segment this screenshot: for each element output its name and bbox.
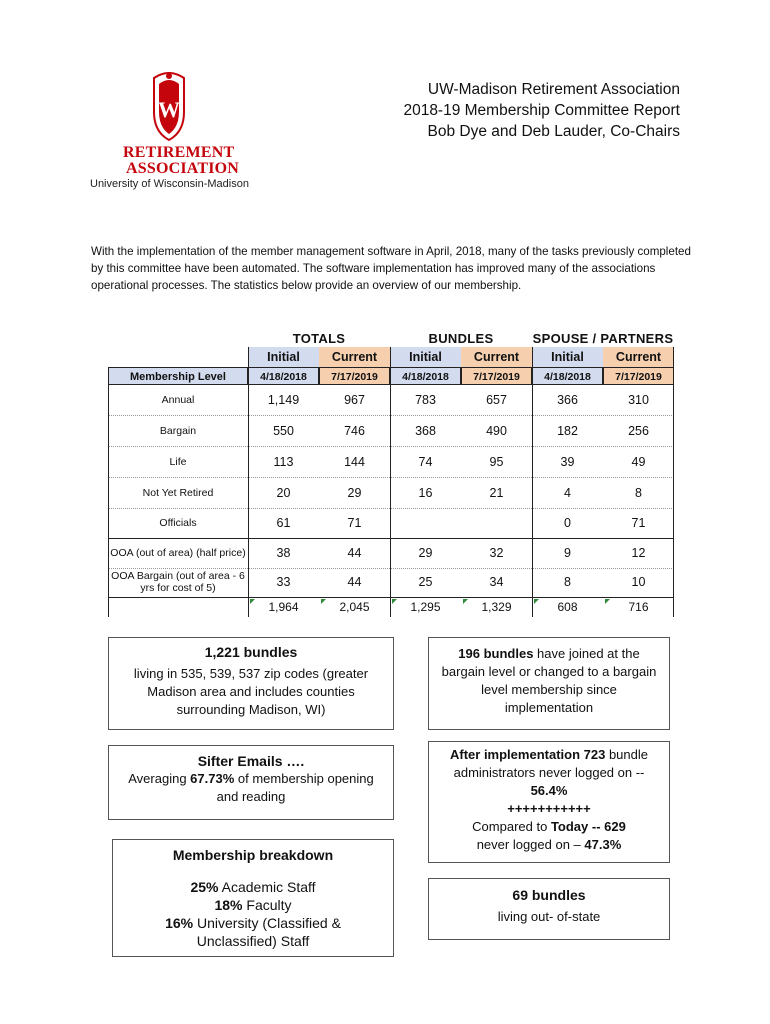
row-label: Not Yet Retired (142, 486, 214, 499)
table-cell: 20 (276, 485, 291, 500)
breakdown-academic-pct: 25% (190, 879, 219, 895)
table-cell: 4 (564, 485, 571, 500)
table-cell: 550 (273, 423, 294, 438)
breakdown-faculty-label: Faculty (242, 897, 292, 913)
totals-divider (108, 597, 674, 598)
date-header: 4/18/2018 (390, 367, 461, 385)
error-flag-icon (250, 599, 255, 604)
table-cell: 256 (628, 423, 649, 438)
row-divider (108, 538, 674, 539)
table-cell: 29 (347, 485, 362, 500)
after-implementation-text: bundle administrators never logged on -- (453, 747, 648, 780)
table-cell: 113 (273, 454, 294, 469)
breakdown-university-pct: 16% (165, 915, 194, 931)
error-flag-icon (534, 599, 539, 604)
row-label: Officials (159, 517, 197, 529)
box-sifter-emails (108, 745, 394, 820)
total-cell: 1,295 (410, 600, 441, 614)
membership-table (108, 331, 674, 617)
col-header-current: Current (319, 347, 390, 367)
table-cell: 74 (418, 454, 433, 469)
today-pct: 47.3% (584, 837, 622, 852)
table-cell: 71 (631, 516, 646, 530)
row-divider (108, 415, 674, 416)
table-cell: 657 (486, 393, 507, 407)
breakdown-university-label: University (Classified & Unclassified) Staff (193, 915, 341, 949)
intro-paragraph: With the implementation of the member management software in April, 2018, many of the tasks previously completed by this committee have been automated. The software implementation has improved many of the associations operational processes. The statistics below provide an overview of our membership. (91, 245, 691, 292)
report-header (403, 79, 680, 142)
today-never-logged-text: never logged on – (476, 837, 585, 852)
out-of-state-text: living out- of-state (497, 909, 601, 924)
header-org: UW-Madison Retirement Association (427, 81, 680, 98)
row-label: Bargain (159, 424, 197, 437)
logo-line-university: University of Wisconsin-Madison (90, 178, 249, 190)
uw-retirement-logo (90, 72, 260, 192)
logo-line-association: ASSOCIATION (126, 160, 240, 177)
membership-level-header: Membership Level (108, 367, 248, 385)
table-cell: 39 (560, 454, 575, 469)
breakdown-faculty (133, 896, 373, 914)
left-border (108, 385, 109, 617)
column-divider (673, 347, 674, 617)
breakdown-title: Membership breakdown (172, 847, 334, 863)
box-local-bundles (108, 637, 394, 730)
table-cell: 44 (347, 546, 362, 560)
breakdown-academic (133, 878, 373, 896)
total-cell: 716 (628, 600, 649, 614)
table-cell: 144 (344, 454, 365, 469)
date-header: 7/17/2019 (603, 367, 674, 385)
bargain-bundles-text: have joined at the bargain level or changed to a bargain level membership since implementation (441, 646, 657, 715)
row-divider (108, 477, 674, 478)
row-label: Annual (161, 394, 195, 406)
table-cell: 368 (415, 423, 436, 438)
breakdown-academic-label: Academic Staff (218, 879, 316, 895)
table-cell: 490 (486, 423, 507, 438)
total-cell: 2,045 (339, 600, 370, 614)
col-header-initial: Initial (390, 347, 461, 367)
table-cell: 34 (489, 575, 504, 589)
table-cell: 12 (631, 546, 646, 560)
error-flag-icon (605, 599, 610, 604)
sifter-emails-rate: 67.73% (190, 771, 235, 786)
error-flag-icon (463, 599, 468, 604)
date-header: 4/18/2018 (248, 367, 319, 385)
table-cell (390, 508, 461, 538)
sifter-emails-title: Sifter Emails …. (197, 753, 305, 769)
date-header: 7/17/2019 (319, 367, 390, 385)
group-header-bundles: BUNDLES (428, 331, 494, 346)
out-of-state-title: 69 bundles (512, 887, 586, 903)
table-cell: 16 (418, 485, 433, 500)
row-label: OOA Bargain (out of area - 6 yrs for cost of 5) (111, 570, 245, 594)
local-bundles-title: 1,221 bundles (204, 644, 298, 660)
group-header-totals: TOTALS (292, 331, 346, 346)
row-label: Life (169, 455, 187, 468)
logo-line-retirement: RETIREMENT (123, 144, 235, 161)
table-cell: 366 (557, 393, 578, 407)
row-divider (108, 446, 674, 447)
table-cell: 25 (418, 575, 433, 589)
box-membership-breakdown (112, 839, 394, 957)
column-divider (248, 347, 249, 617)
box-never-logged-on (428, 741, 670, 863)
table-cell: 310 (628, 393, 649, 407)
header-chairs: Bob Dye and Deb Lauder, Co-Chairs (427, 123, 680, 140)
breakdown-university-staff (133, 914, 373, 950)
separator-plus: +++++++++++ (507, 801, 591, 816)
error-flag-icon (392, 599, 397, 604)
table-cell: 1,149 (267, 393, 300, 407)
table-cell: 9 (564, 546, 571, 560)
box-bargain-bundles (428, 637, 670, 730)
group-header-spouse-partners: SPOUSE / PARTNERS (532, 331, 674, 346)
table-cell: 967 (344, 393, 365, 407)
column-divider (532, 347, 533, 617)
sifter-emails-post: of membership opening and reading (216, 771, 374, 804)
row-divider (108, 508, 674, 509)
header-report-title: 2018-19 Membership Committee Report (403, 102, 680, 119)
table-cell: 32 (489, 546, 504, 560)
column-divider (390, 347, 391, 617)
today-count: Today -- 629 (550, 819, 626, 834)
table-cell: 95 (489, 454, 504, 469)
total-cell: 1,329 (481, 600, 512, 614)
crest-letter: W (158, 97, 180, 122)
row-divider (108, 568, 674, 569)
table-cell: 8 (564, 575, 571, 589)
col-header-initial: Initial (248, 347, 319, 367)
table-cell: 182 (557, 423, 578, 438)
table-cell: 71 (347, 516, 362, 530)
table-cell: 38 (276, 546, 291, 560)
crest-icon (148, 72, 190, 142)
table-cell: 44 (347, 575, 362, 589)
table-cell: 21 (489, 485, 504, 500)
after-implementation-pct: 56.4% (530, 783, 568, 798)
table-cell: 783 (415, 393, 436, 407)
error-flag-icon (321, 599, 326, 604)
table-cell: 29 (418, 546, 433, 560)
table-cell: 49 (631, 454, 646, 469)
breakdown-faculty-pct: 18% (214, 897, 243, 913)
compared-to-text: Compared to (472, 819, 551, 834)
bargain-bundles-count: 196 bundles (458, 646, 534, 661)
table-cell: 61 (276, 516, 291, 530)
date-header: 4/18/2018 (532, 367, 603, 385)
local-bundles-text: living in 535, 539, 537 zip codes (greater Madison area and includes counties surrounding Madison, WI) (133, 666, 369, 717)
table-cell: 10 (631, 575, 646, 589)
date-header: 7/17/2019 (461, 367, 532, 385)
box-out-of-state (428, 878, 670, 940)
col-header-initial: Initial (532, 347, 603, 367)
row-label: OOA (out of area) (half price) (110, 547, 246, 559)
after-implementation-label: After implementation 723 (450, 747, 606, 762)
col-header-current: Current (603, 347, 674, 367)
table-cell: 8 (635, 485, 642, 500)
col-header-current: Current (461, 347, 532, 367)
total-cell: 608 (557, 600, 578, 614)
table-cell: 33 (276, 575, 291, 589)
table-cell (461, 508, 532, 538)
table-cell: 0 (564, 516, 571, 530)
table-cell: 746 (344, 423, 365, 438)
total-cell: 1,964 (268, 600, 299, 614)
sifter-emails-pre: Averaging (128, 771, 191, 786)
